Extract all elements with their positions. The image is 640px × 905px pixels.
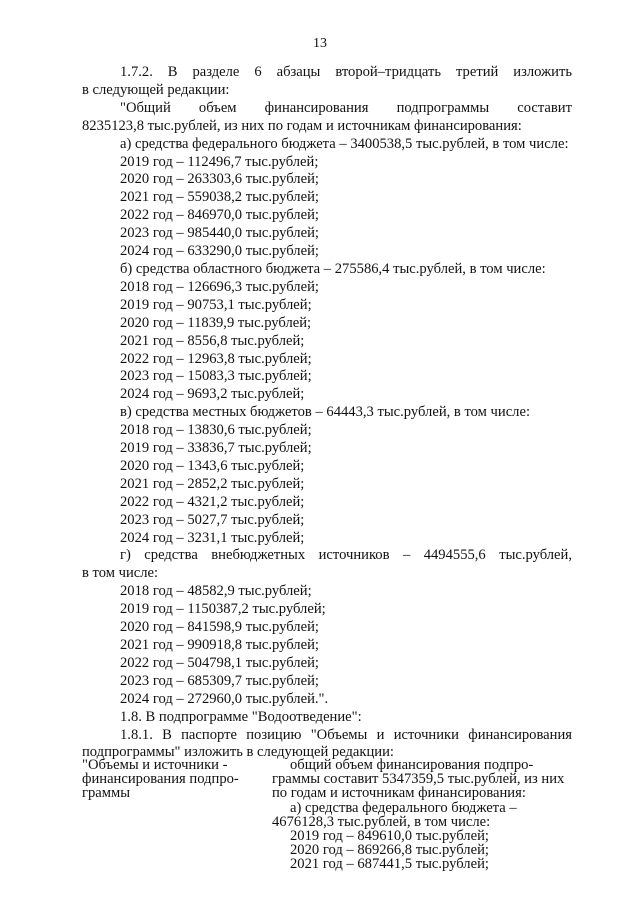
list-item: 2022 год – 12963,8 тыс.рублей; xyxy=(120,350,312,367)
section-1-8-heading: 1.8. В подпрограмме "Водоотведение": xyxy=(120,708,362,725)
list-item: 2024 год – 633290,0 тыс.рублей; xyxy=(120,243,319,260)
paragraph-1-7-2-cont: в следующей редакции: xyxy=(82,81,230,98)
paragraph-1-8-1-cont: подпрограммы" изложить в следующей редакции: xyxy=(82,744,394,761)
table-value-line: граммы составит 5347359,5 тыс.рублей, из них xyxy=(272,771,565,788)
table-cell-label xyxy=(82,758,244,801)
federal-budget-header: а) средства федерального бюджета – 3400538,5 тыс.рублей, в том числе: xyxy=(120,135,569,152)
list-item: 2023 год – 15083,3 тыс.рублей; xyxy=(120,368,312,385)
table-value-line: а) средства федерального бюджета – xyxy=(290,799,517,816)
list-item: 2023 год – 985440,0 тыс.рублей; xyxy=(120,225,319,242)
list-item: 2024 год – 9693,2 тыс.рублей; xyxy=(120,386,305,403)
table-value-line: 2020 год – 869266,8 тыс.рублей; xyxy=(290,842,489,859)
list-item: 2022 год – 4321,2 тыс.рублей; xyxy=(120,493,305,510)
paragraph-1-8-1: 1.8.1. В паспорте позицию "Объемы и источники финансирования xyxy=(120,726,572,743)
list-item: 2020 год – 841598,9 тыс.рублей; xyxy=(120,619,319,636)
table-value-line: общий объем финансирования подпро- xyxy=(290,757,534,773)
list-item: 2019 год – 112496,7 тыс.рублей; xyxy=(120,153,319,170)
extra-budget-header-cont: в том числе: xyxy=(82,565,159,582)
table-label-line: "Объемы и источники - xyxy=(82,757,228,773)
list-item: 2020 год – 11839,9 тыс.рублей; xyxy=(120,314,312,331)
table-label-line: граммы xyxy=(82,785,131,802)
list-item: 2020 год – 1343,6 тыс.рублей; xyxy=(120,457,305,474)
list-item: 2019 год – 90753,1 тыс.рублей; xyxy=(120,296,312,313)
table-value-line: 2021 год – 687441,5 тыс.рублей; xyxy=(290,856,489,873)
list-item: 2024 год – 272960,0 тыс.рублей.". xyxy=(120,690,329,707)
list-item: 2024 год – 3231,1 тыс.рублей; xyxy=(120,529,305,546)
table-label-line: финансирования подпро- xyxy=(82,771,239,788)
list-item: 2018 год – 126696,3 тыс.рублей; xyxy=(120,278,319,295)
list-item: 2018 год – 13830,6 тыс.рублей; xyxy=(120,422,312,439)
page-number: 13 xyxy=(313,36,327,51)
paragraph-total-financing-cont: 8235123,8 тыс.рублей, из них по годам и источникам финансирования: xyxy=(82,117,522,134)
document-body xyxy=(82,64,572,762)
paragraph-total-financing: "Общий объем финансирования подпрограммы составит xyxy=(120,99,572,116)
extra-budget-header: г) средства внебюджетных источников – 4494555,6 тыс.рублей, xyxy=(120,547,572,564)
list-item: 2023 год – 685309,7 тыс.рублей; xyxy=(120,672,319,689)
list-item: 2019 год – 1150387,2 тыс.рублей; xyxy=(120,601,326,618)
list-item: 2021 год – 8556,8 тыс.рублей; xyxy=(120,332,305,349)
paragraph-1-7-2: 1.7.2. В разделе 6 абзацы второй–тридцать третий изложить xyxy=(120,64,572,80)
list-item: 2021 год – 559038,2 тыс.рублей; xyxy=(120,189,319,206)
list-item: 2022 год – 504798,1 тыс.рублей; xyxy=(120,654,319,671)
table-cell-value xyxy=(272,758,577,872)
table-value-line: по годам и источникам финансирования: xyxy=(272,785,526,802)
list-item: 2022 год – 846970,0 тыс.рублей; xyxy=(120,207,319,224)
local-budget-header: в) средства местных бюджетов – 64443,3 тыс.рублей, в том числе: xyxy=(120,404,530,421)
regional-budget-header: б) средства областного бюджета – 275586,4 тыс.рублей, в том числе: xyxy=(120,260,546,277)
list-item: 2021 год – 990918,8 тыс.рублей; xyxy=(120,637,319,653)
list-item: 2018 год – 48582,9 тыс.рублей; xyxy=(120,583,312,600)
list-item: 2023 год – 5027,7 тыс.рублей; xyxy=(120,511,305,528)
list-item: 2019 год – 33836,7 тыс.рублей; xyxy=(120,440,312,457)
table-value-line: 4676128,3 тыс.рублей, в том числе: xyxy=(272,813,491,830)
table-value-line: 2019 год – 849610,0 тыс.рублей; xyxy=(290,828,489,845)
list-item: 2021 год – 2852,2 тыс.рублей; xyxy=(120,475,305,492)
list-item: 2020 год – 263303,6 тыс.рублей; xyxy=(120,171,319,188)
